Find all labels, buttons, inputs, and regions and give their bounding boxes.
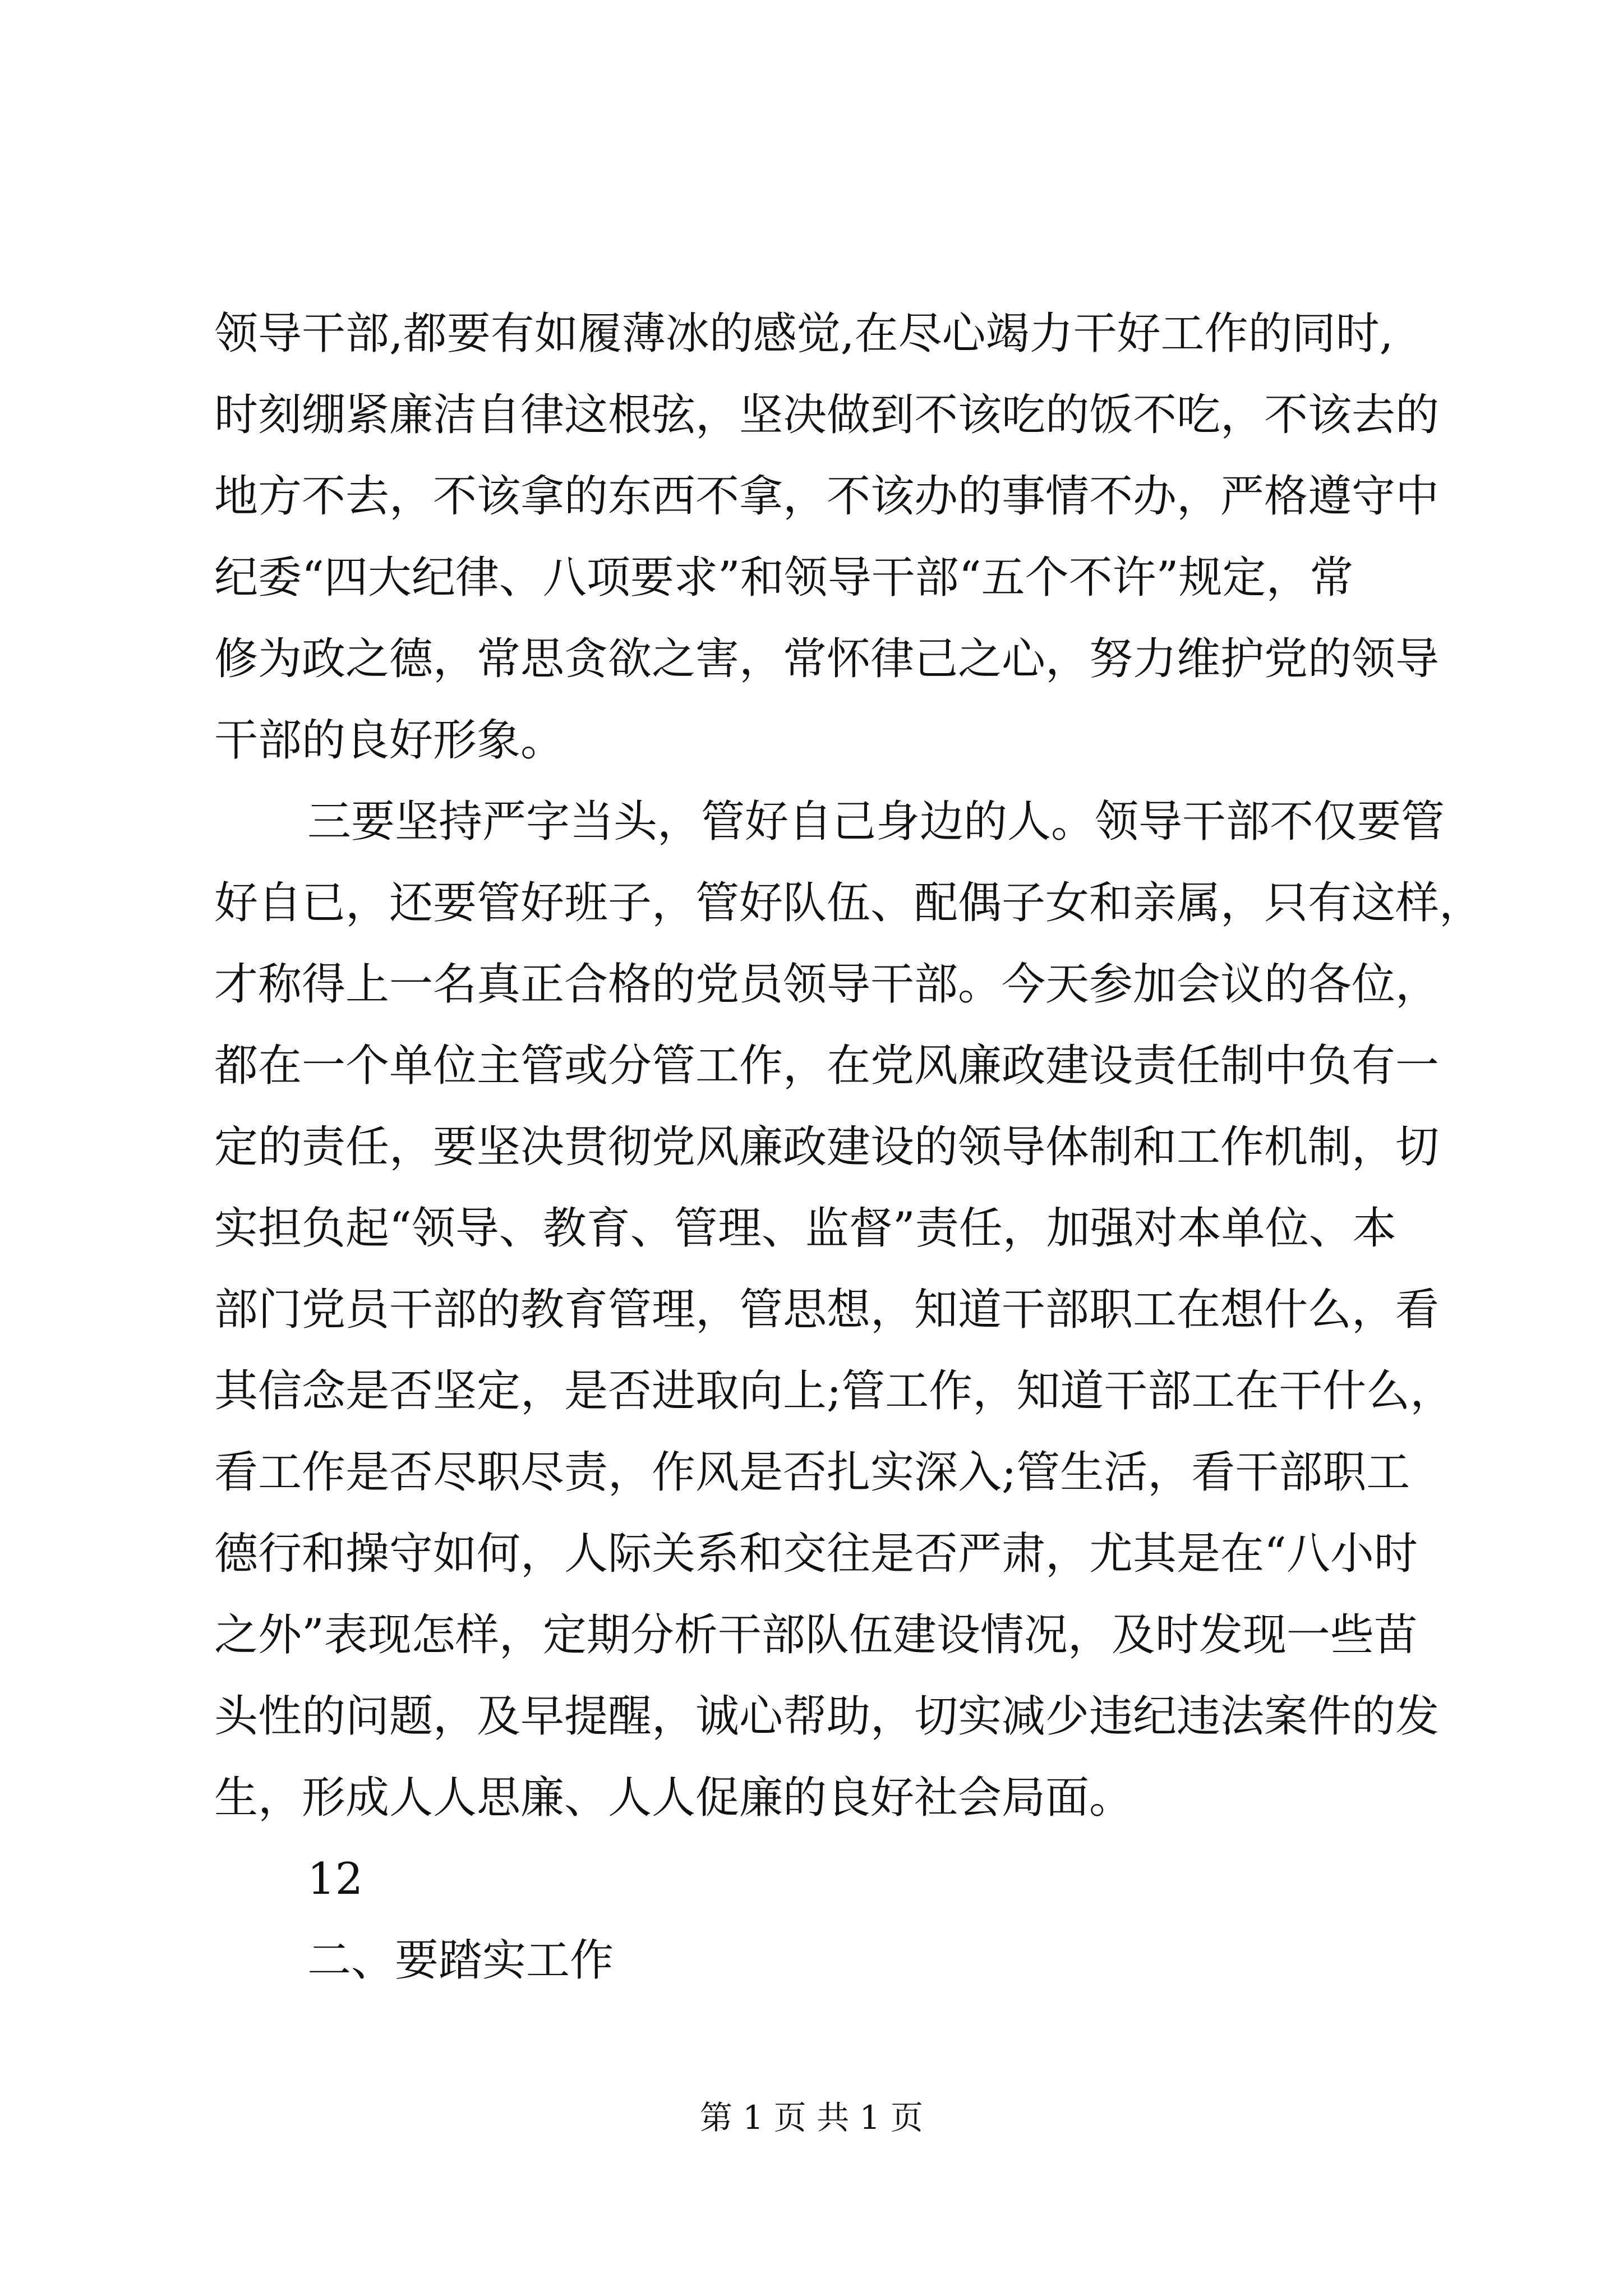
paragraph-line: 之外”表现怎样，定期分析干部队伍建设情况，及时发现一些苗 [214, 1610, 1418, 1660]
paragraph-line: 部门党员干部的教育管理，管思想，知道干部职工在想什么，看 [214, 1285, 1440, 1335]
paragraph-line: 三要坚持严字当头，管好自己身边的人。领导干部不仅要管 [307, 797, 1445, 847]
paragraph-line: 德行和操守如何，人际关系和交往是否严肃，尤其是在“八小时 [214, 1529, 1418, 1579]
page-footer: 第 1 页 共 1 页 [700, 2099, 923, 2137]
paragraph-line: 都在一个单位主管或分管工作，在党风廉政建设责任制中负有一 [214, 1041, 1440, 1091]
paragraph-line: 干部的良好形象。 [214, 715, 565, 766]
paragraph-line: 地方不去，不该拿的东西不拿，不该办的事情不办，严格遵守中 [214, 471, 1440, 522]
paragraph-line: 好自已，还要管好班子，管好队伍、配偶子女和亲属，只有这样， [214, 878, 1483, 928]
paragraph-line: 修为政之德，常思贪欲之害，常怀律己之心，努力维护党的领导 [214, 634, 1440, 684]
section-heading: 二、要踏实工作 [307, 1935, 614, 1986]
paragraph-line: 时刻绷紧廉洁自律这根弦，坚决做到不该吃的饭不吃，不该去的 [214, 390, 1440, 440]
number-line: 12 [307, 1854, 363, 1904]
paragraph-line: 实担负起“领导、教育、管理、监督”责任，加强对本单位、本 [214, 1203, 1396, 1254]
paragraph-line: 头性的问题，及早提醒，诚心帮助，切实减少违纪违法案件的发 [214, 1691, 1440, 1742]
paragraph-line: 其信念是否坚定，是否进取向上;管工作，知道干部工在干什么， [214, 1366, 1454, 1416]
paragraph-line: 才称得上一名真正合格的党员领导干部。今天参加会议的各位， [214, 959, 1440, 1010]
paragraph-line: 定的责任，要坚决贯彻党风廉政建设的领导体制和工作机制，切 [214, 1122, 1440, 1172]
paragraph-line: 看工作是否尽职尽责，作风是否扎实深入;管生活，看干部职工 [214, 1447, 1410, 1498]
paragraph-line: 领导干部,都要有如履薄冰的感觉,在尽心竭力干好工作的同时, [214, 309, 1394, 359]
paragraph-line: 纪委“四大纪律、八项要求”和领导干部“五个不许”规定，常 [214, 553, 1354, 603]
paragraph-line: 生，形成人人思廉、人人促廉的良好社会局面。 [214, 1773, 1133, 1823]
